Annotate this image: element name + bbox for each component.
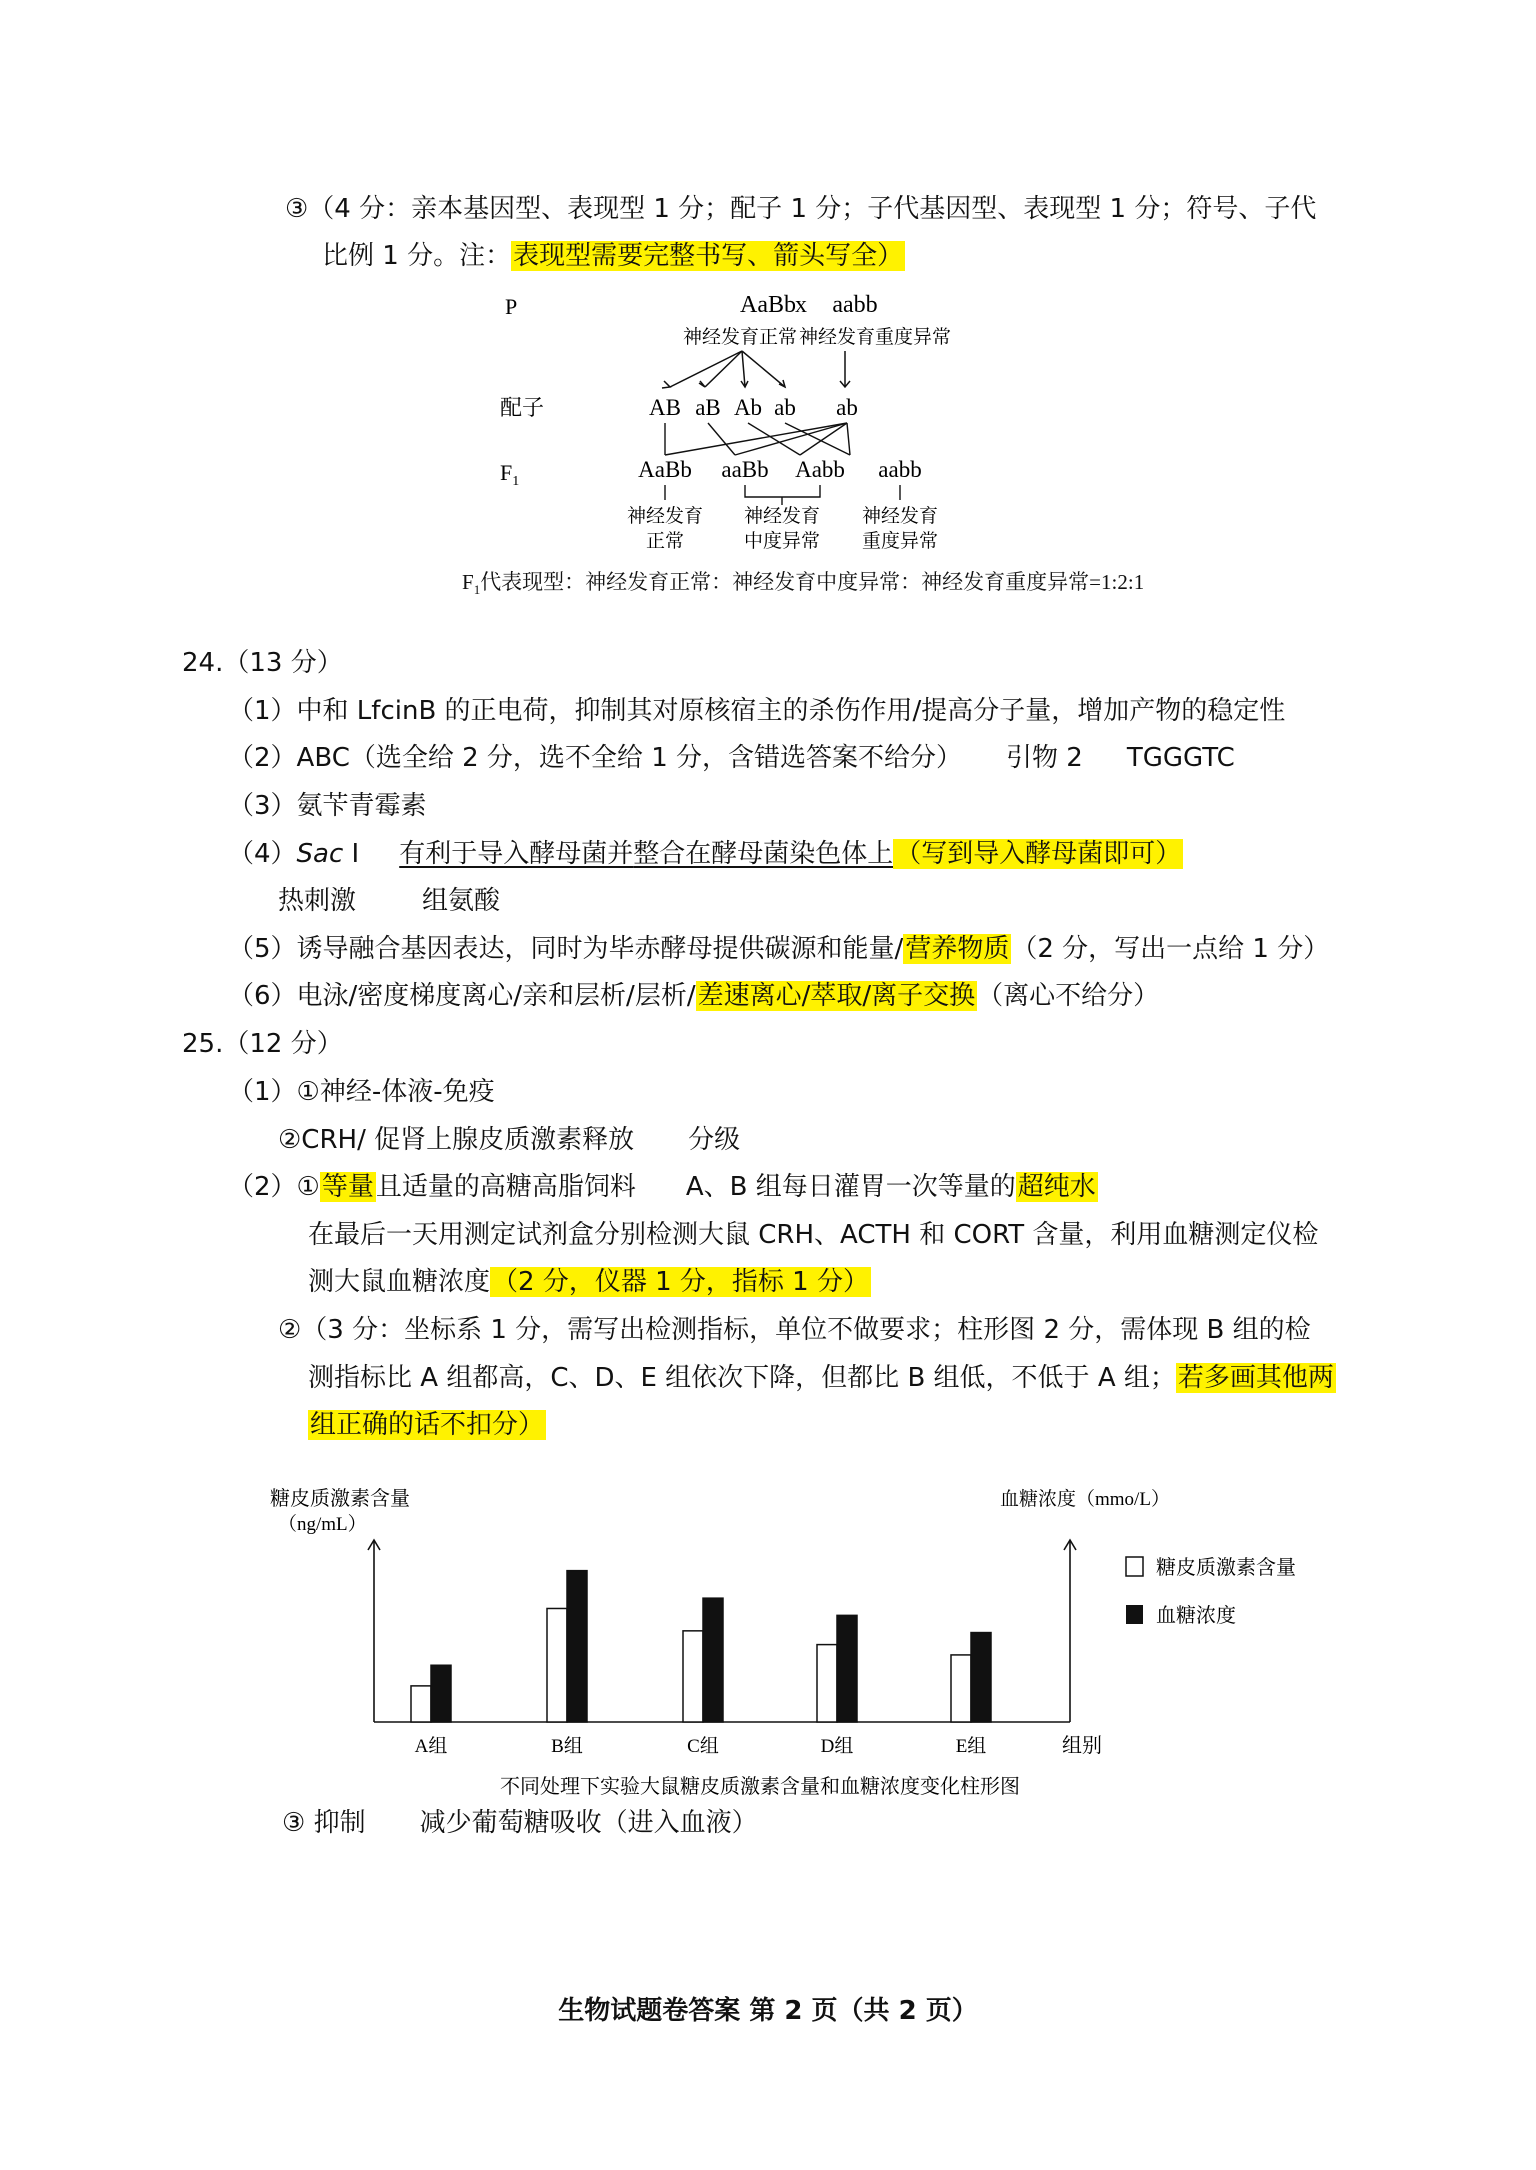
bar-glucose-5 — [971, 1633, 991, 1722]
gamete-label: 配子 — [500, 395, 545, 420]
f1-label: $F_1$ — [500, 460, 520, 489]
genetic-cross-diagram — [450, 285, 1250, 605]
q24-answer-3: （3）氨苄青霉素 — [228, 791, 427, 821]
bar-chart — [240, 1480, 1340, 1810]
category-label-4: D组 — [820, 1736, 854, 1757]
q25-answer-3: ③ 抑制 减少葡萄糖吸收（进入血液） — [282, 1808, 758, 1838]
parent1-genotype: AaBb — [740, 292, 796, 318]
category-label-5: E组 — [955, 1736, 987, 1757]
page-footer: 生物试题卷答案 第 2 页（共 2 页） — [558, 1996, 978, 2026]
q24-answer-5: （5）诱导融合基因表达，同时为毕赤酵母提供碳源和能量/营养物质（2 分，写出一点给 1 分） — [228, 934, 1330, 964]
q24-answer-2: （2）ABC（选全给 2 分，选不全给 1 分，含错选答案不给分） 引物 2 TGGGTC — [228, 743, 1235, 773]
legend-swatch-hormone — [1126, 1557, 1143, 1576]
q24-answer-4: （4）Sac I 有利于导入酵母菌并整合在酵母菌染色体上（写到导入酵母菌即可） — [228, 839, 1182, 869]
p-label: P — [505, 294, 518, 319]
cross-symbol: x — [795, 292, 807, 318]
q25-answer-2-1: （2）①等量且适量的高糖高脂饲料 A、B 组每日灌胃一次等量的超纯水 — [228, 1172, 1096, 1202]
bar-glucose-3 — [703, 1598, 723, 1722]
f1-aaBb: aaBb — [721, 457, 769, 482]
bar-hormone-1 — [411, 1686, 431, 1722]
gamete-ab-2: ab — [836, 395, 858, 420]
q25-answer-2-3: 测大鼠血糖浓度（2 分，仪器 1 分，指标 1 分） — [308, 1267, 869, 1297]
x-axis-label: 组别 — [1062, 1735, 1102, 1757]
q25-answer-1-2: ②CRH/ 促肾上腺皮质激素释放 分级 — [278, 1125, 741, 1155]
parent1-phenotype: 神经发育正常 — [682, 327, 798, 348]
gamete-AB: AB — [649, 395, 681, 420]
q24-answer-6: （6）电泳/密度梯度离心/亲和层析/层析/差速离心/萃取/离子交换（离心不给分） — [228, 981, 1160, 1011]
q25-answer-2b-3: 组正确的话不扣分） — [310, 1410, 545, 1440]
gamete-aB: aB — [695, 395, 721, 420]
category-label-1: A组 — [414, 1736, 448, 1757]
legend-label-hormone: 糖皮质激素含量 — [1156, 1557, 1296, 1579]
q23-note-line1: ③（4 分：亲本基因型、表现型 1 分；配子 1 分；子代基因型、表现型 1 分；符号、子代 — [285, 194, 1317, 224]
y-right-label: 血糖浓度（mmo/L） — [1000, 1489, 1170, 1510]
chart-title: 不同处理下实验大鼠糖皮质激素含量和血糖浓度变化柱形图 — [500, 1776, 1020, 1798]
legend-swatch-glucose — [1126, 1605, 1143, 1624]
bar-series — [411, 1571, 991, 1722]
category-label-2: B组 — [551, 1736, 583, 1757]
f1-pheno-2a: 神经发育 — [743, 506, 821, 527]
q25-answer-1-1: （1）①神经-体液-免疫 — [228, 1077, 495, 1107]
bar-glucose-2 — [567, 1571, 587, 1722]
y-left-label-1: 糖皮质激素含量 — [270, 1488, 410, 1510]
bar-hormone-5 — [951, 1655, 971, 1722]
q24-answer-1: （1）中和 LfcinB 的正电荷，抑制其对原核宿主的杀伤作用/提高分子量，增加产物的稳定性 — [228, 696, 1286, 726]
gamete-arrows — [662, 351, 850, 388]
y-left-label-2: （ng/mL） — [278, 1514, 367, 1535]
f1-pheno-2b: 中度异常 — [743, 531, 821, 552]
category-label-3: C组 — [687, 1736, 719, 1757]
bar-glucose-4 — [837, 1615, 857, 1722]
bar-hormone-4 — [817, 1645, 837, 1722]
f1-AaBb: AaBb — [638, 457, 692, 482]
parent2-phenotype: 神经发育重度异常 — [798, 327, 952, 348]
f1-aabb: aabb — [878, 457, 922, 482]
q23-note-prefix: 比例 1 分。注： — [322, 241, 512, 271]
legend-label-glucose: 血糖浓度 — [1156, 1605, 1236, 1627]
q24-answer-4b: 热刺激 组氨酸 — [278, 886, 501, 916]
phenotype-brackets — [665, 485, 900, 505]
f1-ratio: $F_1$代表现型：神经发育正常：神经发育中度异常：神经发育重度异常=1:2:1 — [462, 570, 1145, 598]
bar-glucose-1 — [431, 1665, 451, 1722]
fertilization-arrows — [665, 423, 850, 455]
bar-hormone-3 — [683, 1631, 703, 1722]
f1-pheno-3b: 重度异常 — [861, 531, 939, 552]
q25-title: 25.（12 分） — [182, 1029, 343, 1059]
f1-pheno-1a: 神经发育 — [626, 506, 704, 527]
f1-Aabb: Aabb — [795, 457, 845, 482]
q23-note-line2 — [322, 239, 905, 273]
bar-hormone-2 — [547, 1608, 567, 1722]
q25-answer-2b-2: 测指标比 A 组都高，C、D、E 组依次下降，但都比 B 组低，不低于 A 组；若多画其他两 — [308, 1363, 1334, 1393]
q25-answer-2-2: 在最后一天用测定试剂盒分别检测大鼠 CRH、ACTH 和 CORT 含量，利用血糖测定仪检 — [308, 1220, 1319, 1250]
category-labels — [415, 1735, 987, 1757]
gamete-ab: ab — [774, 395, 796, 420]
parent2-genotype: aabb — [832, 292, 878, 318]
q24-title: 24.（13 分） — [182, 648, 343, 678]
f1-pheno-3a: 神经发育 — [861, 506, 939, 527]
q25-answer-2b-1: ②（3 分：坐标系 1 分，需写出检测指标，单位不做要求；柱形图 2 分，需体现 B 组的检 — [278, 1315, 1311, 1345]
gamete-Ab: Ab — [733, 395, 763, 420]
f1-pheno-1b: 正常 — [645, 531, 685, 552]
q23-note-highlight: 表现型需要完整书写、箭头写全） — [513, 241, 904, 271]
